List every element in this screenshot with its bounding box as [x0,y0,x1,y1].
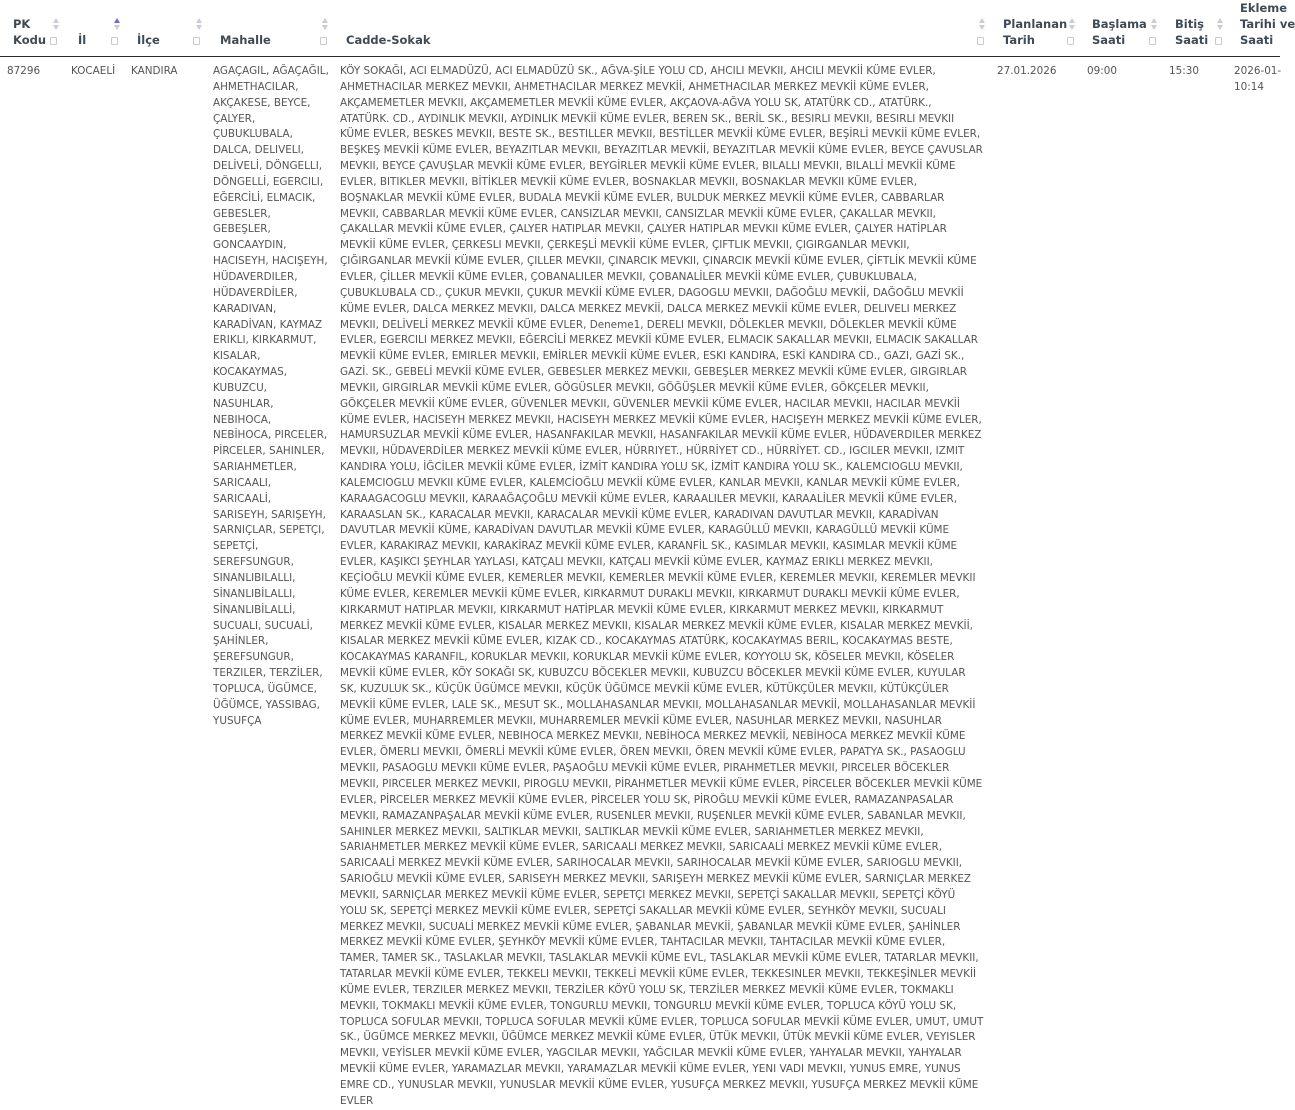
sort-icon-ilce[interactable] [196,18,203,32]
cell-baslama-saati: 09:00 [1087,65,1117,77]
column-header-planlanan-tarih-label: Planlanan Tarih [1003,17,1068,47]
column-header-ilce-label: İlçe [137,33,160,47]
cell-cadde-sokak: KÖY SOKAĞI, ACI ELMADÜZÜ, ACI ELMADÜZÜ SK., AĞVA-ŞİLE YOLU CD, AHCILI MEVKII, AHCILI MEVKİİ KÜME EVLER, AHMETHACILAR MERKEZ MEVKII, AHMETHACILAR MERKEZ MEVKİİ, AHMETHACILAR MERKEZ MEVKİİ KÜME EVLER, AKÇAMEMETLER MEVKII, AKÇAMEMETLER MEVKİİ KÜME EVLER, AKÇAOVA-AĞVA YOLU SK, ATATÜRK CD., ATATÜRK., ATATÜRK. CD., AYDINLIK MEVKII, AYDINLIK MEVKİİ KÜME EVLER, BEREN SK., BERİL SK., BESIRLI MEVKII, BESIRLI MEVKII KÜME EVLER, BESKES MEVKII, BESTE SK., BESTILLER MEVKII, BESTİLLER MEVKİİ KÜME EVLER, BEŞİRLİ MEVKİİ KÜME EVLER, BEŞKEŞ MEVKİİ KÜME EVLER, BEYAZITLAR MEVKII, BEYAZITLAR MEVKİİ, BEYAZITLAR MEVKİİ KÜME EVLER, BEYCE ÇAVUSLAR MEVKII, BEYCE ÇAVUŞLAR MEVKİİ KÜME EVLER, BEYGİRLER MEVKİİ KÜME EVLER, BILALLI MEVKII, BILALLİ MEVKİİ KÜME EVLER, BITIKLER MEVKII, BİTİKLER MEVKİİ KÜME EVLER, BOSNAKLAR MEVKII, BOSNAKLAR MEVKII KÜME EVLER, BOŞNAKLAR MEVKİİ KÜME EVLER, BUDALA MEVKİİ KÜME EVLER, BULDUK MERKEZ MEVKİİ KÜME EVLER, CABBARLAR MEVKII, CABBARLAR MEVKİİ KÜME EVLER, CANSIZLAR MEVKII, CANSIZLAR MEVKİİ KÜME EVLER, ÇAKALLAR MEVKII, ÇAKALLAR MEVKİİ KÜME EVLER, ÇALYER HATIPLAR MEVKII, ÇALYER HATIPLAR MEVKII KÜME EVLER, ÇALYER HATİPLAR MEVKİİ KÜME EVLER, ÇERKESLI MEVKII, ÇERKEŞLİ MEVKİİ KÜME EVLER, ÇIFTLIK MEVKII, ÇIGIRGANLAR MEVKII, ÇIĞIRGANLAR MEVKİİ KÜME EVLER, ÇILLER MEVKII, ÇINARCIK MEVKII, ÇINARCIK MEVKİİ KÜME EVLER, ÇİFTLİK MEVKİİ KÜME EVLER, ÇİLLER MEVKİİ KÜME EVLER, ÇOBANALILER MEVKII, ÇOBANALİLER MEVKİİ KÜME EVLER, ÇUBUKLUBALA, ÇUBUKLUBALA CD., ÇUKUR MEVKII, ÇUKUR MEVKİİ KÜME EVLER, DAGOGLU MEVKII, DAĞOĞLU MEVKİİ, DAĞOĞLU MEVKİİ KÜME EVLER, DALCA MERKEZ MEVKII, DALCA MERKEZ MEVKİİ, DALCA MERKEZ MEVKİİ KÜME EVLER, DELIVELI MERKEZ MEVKII, DELİVELİ MERKEZ MEVKİİ KÜME EVLER, Deneme1, DERELI MEVKII, DÖLEKLER MEVKII, DÖLEKLER MEVKİİ KÜME EVLER, EGERCILI MERKEZ MEVKII, EĞERCİLİ MERKEZ MEVKİİ KÜME EVLER, ELMACIK SAKALLAR MEVKII, ELMACIK SAKALLAR MEVKİİ KÜME EVLER, EMIRLER MEVKII, EMİRLER MEVKİİ KÜME EVLER, ESKI KANDIRA, ESKİ KANDIRA CD., GAZI, GAZİ SK., GAZİ. SK., GEBELİ MEVKİİ KÜME EVLER, GEBESLER MERKEZ MEVKII, GEBEŞLER MERKEZ MEVKİİ KÜME EVLER, GIRGIRLAR MEVKII, GIRGIRLAR MEVKİİ KÜME EVLER, GÖGÜSLER MEVKII, GÖĞÜŞLER MEVKİİ KÜME EVLER, GÖKÇELER MEVKII, GÖKÇELER MEVKİİ KÜME EVLER, GÜVENLER MEVKII, GÜVENLER MEVKİİ KÜME EVLER, HACILAR MEVKII, HACILAR MEVKİİ KÜME EVLER, HACISEYH MERKEZ MEVKII, HACISEYH MERKEZ MEVKİİ KÜME EVLER, HACIŞEYH MERKEZ MEVKİİ KÜME EVLER, HAMURSUZLAR MEVKİİ KÜME EVLER, HASANFAKILAR MEVKII, HASANFAKILAR MEVKİİ KÜME EVLER, HÜDAVERDILER MERKEZ MEVKII, HÜDAVERDİLER MERKEZ MEVKİİ KÜME EVLER, HÜRRIYET., HÜRRİYET CD., HÜRRİYET. CD., IGCILER MEVKII, IZMIT KANDIRA YOLU, İĞCİLER MEVKİİ KÜME EVLER, İZMİT KANDIRA YOLU SK, İZMİT KANDIRA YOLU SK., KALEMCIOGLU MEVKII, KALEMCIOGLU MEVKII KÜME EVLER, KALEMCİOĞLU MEVKİİ KÜME EVLER, KANLAR MEVKII, KANLAR MEVKİİ KÜME EVLER, KARAAGACOGLU MEVKII, KARAAĞAÇOĞLU MEVKİİ KÜME EVLER, KARAALILER MEVKII, KARAALİLER MEVKİİ KÜME EVLER, KARAASLAN SK., KARACALAR MEVKII, KARACALAR MEVKİİ KÜME EVLER, KARADIVAN DAVUTLAR MEVKII, KARADİVAN DAVUTLAR MEVKİİ KÜME, KARADİVAN DAVUTLAR MEVKİİ KÜME EVLER, KARAGÜLLÜ MEVKII, KARAGÜLLÜ MEVKİİ KÜME EVLER, KARAKIRAZ MEVKII, KARAKİRAZ MEVKİİ KÜME EVLER, KARANFİL SK., KASIMLAR MEVKII, KASIMLAR MEVKİİ KÜME EVLER, KAŞIKCI ŞEYHLAR YAYLASI, KATÇALI MEVKII, KATÇALI MEVKİİ KÜME EVLER, KAYMAZ ERIKLI MERKEZ MEVKII, KEÇİOĞLU MEVKİİ KÜME EVLER, KEMERLER MEVKII, KEMERLER MEVKİİ KÜME EVLER, KEREMLER MEVKII, KEREMLER MEVKII KÜME EVLER, KEREMLER MEVKİİ KÜME EVLER, KIRKARMUT DURAKLI MEVKII, KIRKARMUT DURAKLI MEVKİİ KÜME EVLER, KIRKARMUT HATIPLAR MEVKII, KIRKARMUT HATİPLAR MEVKİİ KÜME EVLER, KIRKARMUT MERKEZ MEVKII, KIRKARMUT MERKEZ MEVKİİ KÜME EVLER, KISALAR MERKEZ MEVKII, KISALAR MERKEZ MEVKİİ KÜME EVLER, KISALAR MERKEZ MEVKİİ, KISALAR MERKEZ MEVKİİ KÜME EVLER, KIZAK CD., KOCAKAYMAS ATATÜRK, KOCAKAYMAS BERIL, KOCAKAYMAS BESTE, KOCAKAYMAS KARANFIL, KORUKLAR MEVKII, KORUKLAR MEVKİİ KÜME EVLER, KOYYOLU SK, KÖSELER MEVKII, KÖSELER MEVKİİ KÜME EVLER, KÖY SOKAĞI SK, KUBUZCU BÖCEKLER MEVKII, KUBUZCU BÖCEKLER MEVKİİ KÜME EVLER, KUYULAR SK, KUZULUK SK., KÜÇÜK ÜGÜMCE MEVKII, KÜÇÜK ÜĞÜMCE MEVKİİ KÜME EVLER, KÜTÜKÇÜLER MEVKII, KÜTÜKÇÜLER MEVKİİ KÜME EVLER, LALE SK., MESUT SK., MOLLAHASANLAR MEVKII, MOLLAHASANLAR MEVKİİ, MOLLAHASANLAR MEVKİİ KÜME EVLER, MUHARREMLER MEVKII, MUHARREMLER MEVKİİ KÜME EVLER, NASUHLAR MERKEZ MEVKII, NASUHLAR MERKEZ MEVKİİ KÜME EVLER, NEBIHOCA MERKEZ MEVKII, NEBİHOCA MERKEZ MEVKİİ, NEBİHOCA MERKEZ MEVKİİ KÜME EVLER, ÖMERLI MEVKII, ÖMERLİ MEVKİİ KÜME EVLER, ÖREN MEVKII, ÖREN MEVKİİ KÜME EVLER, PAPATYA SK., PASAOGLU MEVKII, PASAOGLU MEVKII KÜME EVLER, PAŞAOĞLU MEVKİİ KÜME EVLER, PIRAHMETLER MEVKII, PIRCELER BÖCEKLER MEVKII, PIRCELER MERKEZ MEVKII, PIROGLU MEVKII, PİRAHMETLER MEVKİİ KÜME EVLER, PİRCELER BÖCEKLER MEVKİİ KÜME EVLER, PİRCELER MERKEZ MEVKİİ KÜME EVLER, PİRCELER YOLU SK, PİROĞLU MEVKİİ KÜME EVLER, RAMAZANPASALAR MEVKII, RAMAZANPAŞALAR MEVKİİ KÜME EVLER, RUSENLER MEVKII, RUŞENLER MEVKİİ KÜME EVLER, SABANLAR MEVKII, SAHINLER MERKEZ MEVKII, SALTIKLAR MEVKII, SALTIKLAR MEVKİİ KÜME EVLER, SARIAHMETLER MERKEZ MEVKII, SARIAHMETLER MERKEZ MEVKİİ KÜME EVLER, SARICAALI MERKEZ MEVKII, SARICAALİ MERKEZ MEVKİİ KÜME EVLER, SARICAALİ MERKEZ MEVKİİ KÜME EVLER, SARIHOCALAR MEVKII, SARIHOCALAR MEVKİİ KÜME EVLER, SARIOGLU MEVKII, SARIOĞLU MEVKİİ KÜME EVLER, SARISEYH MERKEZ MEVKII, SARIŞEYH MERKEZ MEVKİİ KÜME EVLER, SARNIÇLAR MERKEZ MEVKII, SARNIÇLAR MERKEZ MEVKİİ KÜME EVLER, SEPETÇI MERKEZ MEVKII, SEPETÇİ SAKALLAR MEVKII, SEPETÇİ KÖYÜ YOLU SK, SEPETÇİ MERKEZ MEVKİİ KÜME EVLER, SEPETÇİ SAKALLAR MEVKİİ KÜME EVLER, SEYHKÖY MEVKII, SUCUALI MERKEZ MEVKII, SUCUALİ MERKEZ MEVKİİ KÜME EVLER, ŞABANLAR MEVKİİ, ŞABANLAR MEVKİİ KÜME EVLER, ŞAHİNLER MERKEZ MEVKİİ KÜME EVLER, ŞEYHKÖY MEVKİİ KÜME EVLER, TAHTACILAR MEVKII, TAHTACILAR MEVKİİ KÜME EVLER, TAMER, TAMER SK., TASLAKLAR MEVKII, TASLAKLAR MEVKİİ KÜME EVL, TASLAKLAR MEVKİİ KÜME EVLER, TATARLAR MEVKII, TATARLAR MEVKİİ KÜME EVLER, TEKKELI MEVKII, TEKKELİ MEVKİİ KÜME EVLER, TEKKESINLER MEVKII, TEKKEŞİNLER MEVKİİ KÜME EVLER, TERZILER MERKEZ MEVKII, TERZİLER KÖYÜ YOLU SK, TERZİLER MERKEZ MEVKİİ KÜME EVLER, TOKMAKLI MEVKII, TOKMAKLI MEVKİİ KÜME EVLER, TONGURLU MEVKII, TONGURLU MEVKİİ KÜME EVLER, TOPLUCA KÖYÜ YOLU SK, TOPLUCA SOFULAR MEVKII, TOPLUCA SOFULAR MEVKİİ KÜME EVLER, TOPLUCA SOFULAR MEVKİİ KÜME EVLER, UMUT, UMUT SK., ÜGÜMCE MERKEZ MEVKII, ÜĞÜMCE MERKEZ MEVKİİ KÜME EVLER, ÜTÜK MEVKII, ÜTÜK MEVKİİ KÜME EVLER, VEYISLER MEVKII, VEYİSLER MEVKİİ KÜME EVLER, YAGCILAR MEVKII, YAĞCILAR MEVKİİ KÜME EVLER, YAHYALAR MEVKII, YAHYALAR MEVKİİ KÜME EVLER, YARAMAZLAR MEVKII, YARAMAZLAR MEVKİİ KÜME EVLER, YENI VADI MEVKII, YUNUS EMRE, YUNUS EMRE CD., YUNUSLAR MEVKII, YUNUSLAR MEVKİİ KÜME EVLER, YUSUFÇA MERKEZ MEVKII, YUSUFÇA MERKEZ MEVKİİ KÜME EVLER [340,65,984,1107]
filter-icon-bitis[interactable] [1215,37,1222,45]
cell-il: KOCAELİ [71,65,116,77]
column-header-il-label: İl [78,33,87,47]
filter-icon-mahalle[interactable] [320,37,327,45]
column-header-baslama-saati-label: Başlama Saati [1092,17,1147,47]
filter-icon-baslama[interactable] [1149,37,1156,45]
table-header [0,0,1295,57]
column-header-planlanan-tarih[interactable] [1003,0,1079,56]
sort-icon-planlanan[interactable] [1069,18,1076,32]
cell-pk-kodu: 87296 [7,65,41,77]
column-header-mahalle-label: Mahalle [220,33,271,47]
column-header-ekleme-tarihi[interactable] [1240,0,1295,56]
filter-icon-ilce[interactable] [193,37,200,45]
cell-ilce: KANDIRA [131,65,178,77]
filter-icon-il[interactable] [111,37,118,45]
sort-asc-icon-il[interactable] [114,18,121,32]
sort-icon-bitis[interactable] [1217,18,1224,32]
column-header-pk-kodu[interactable] [13,0,63,56]
cell-ekleme-tarihi: 2026-01- 10:14 [1234,65,1282,93]
sort-icon-mahalle[interactable] [322,18,329,32]
column-header-pk-kodu-label: PK Kodu [13,17,47,47]
filter-icon-pk[interactable] [50,37,57,45]
column-header-bitis-saati[interactable] [1175,0,1225,56]
sort-icon-cadde-sokak[interactable] [979,18,986,32]
cell-planlanan-tarih: 27.01.2026 [997,65,1057,77]
column-header-ekleme-tarihi-label: Ekleme Tarihi ve Saati [1240,1,1295,47]
sort-icon-pk[interactable] [53,18,60,32]
sort-icon-baslama[interactable] [1151,18,1158,32]
column-header-mahalle[interactable] [220,0,332,56]
column-header-cadde-sokak[interactable] [346,0,987,56]
column-header-il[interactable] [78,0,123,56]
column-header-cadde-sokak-label: Cadde-Sokak [346,33,431,47]
column-header-bitis-saati-label: Bitiş Saati [1175,17,1209,47]
cell-bitis-saati: 15:30 [1169,65,1199,77]
filter-icon-planlanan[interactable] [1067,37,1074,45]
column-header-baslama-saati[interactable] [1092,0,1160,56]
cell-mahalle: AGAÇAGIL, AĞAÇAĞIL, AHMETHACILAR, AKÇAKESE, BEYCE, ÇALYER, ÇUBUKLUBALA, DALCA, DELIVELI, DELİVELİ, DÖNGELLI, DÖNGELLİ, EGERCILI, EĞERCİLİ, ELMACIK, GEBESLER, GEBEŞLER, GONCAAYDIN, HACISEYH, HACIŞEYH, HÜDAVERDILER, HÜDAVERDİLER, KARADIVAN, KARADİVAN, KAYMAZ ERIKLI, KIRKARMUT, KISALAR, KOCAKAYMAS, KUBUZCU, NASUHLAR, NEBIHOCA, NEBİHOCA, PIRCELER, PİRCELER, SAHINLER, SARIAHMETLER, SARICAALI, SARICAALİ, SARISEYH, SARIŞEYH, SARNIÇLAR, SEPETÇI, SEPETÇİ, SEREFSUNGUR, SINANLIBILALLI, SİNANLIBİLALLI, SİNANLIBİLALLİ, SUCUALI, SUCUALİ, ŞAHİNLER, ŞEREFSUNGUR, TERZILER, TERZİLER, TOPLUCA, ÜGÜMCE, ÜĞÜMCE, YASSIBAG, YUSUFÇA [213,65,329,727]
filter-icon-cadde-sokak[interactable] [977,37,984,45]
column-header-ilce[interactable] [137,0,205,56]
